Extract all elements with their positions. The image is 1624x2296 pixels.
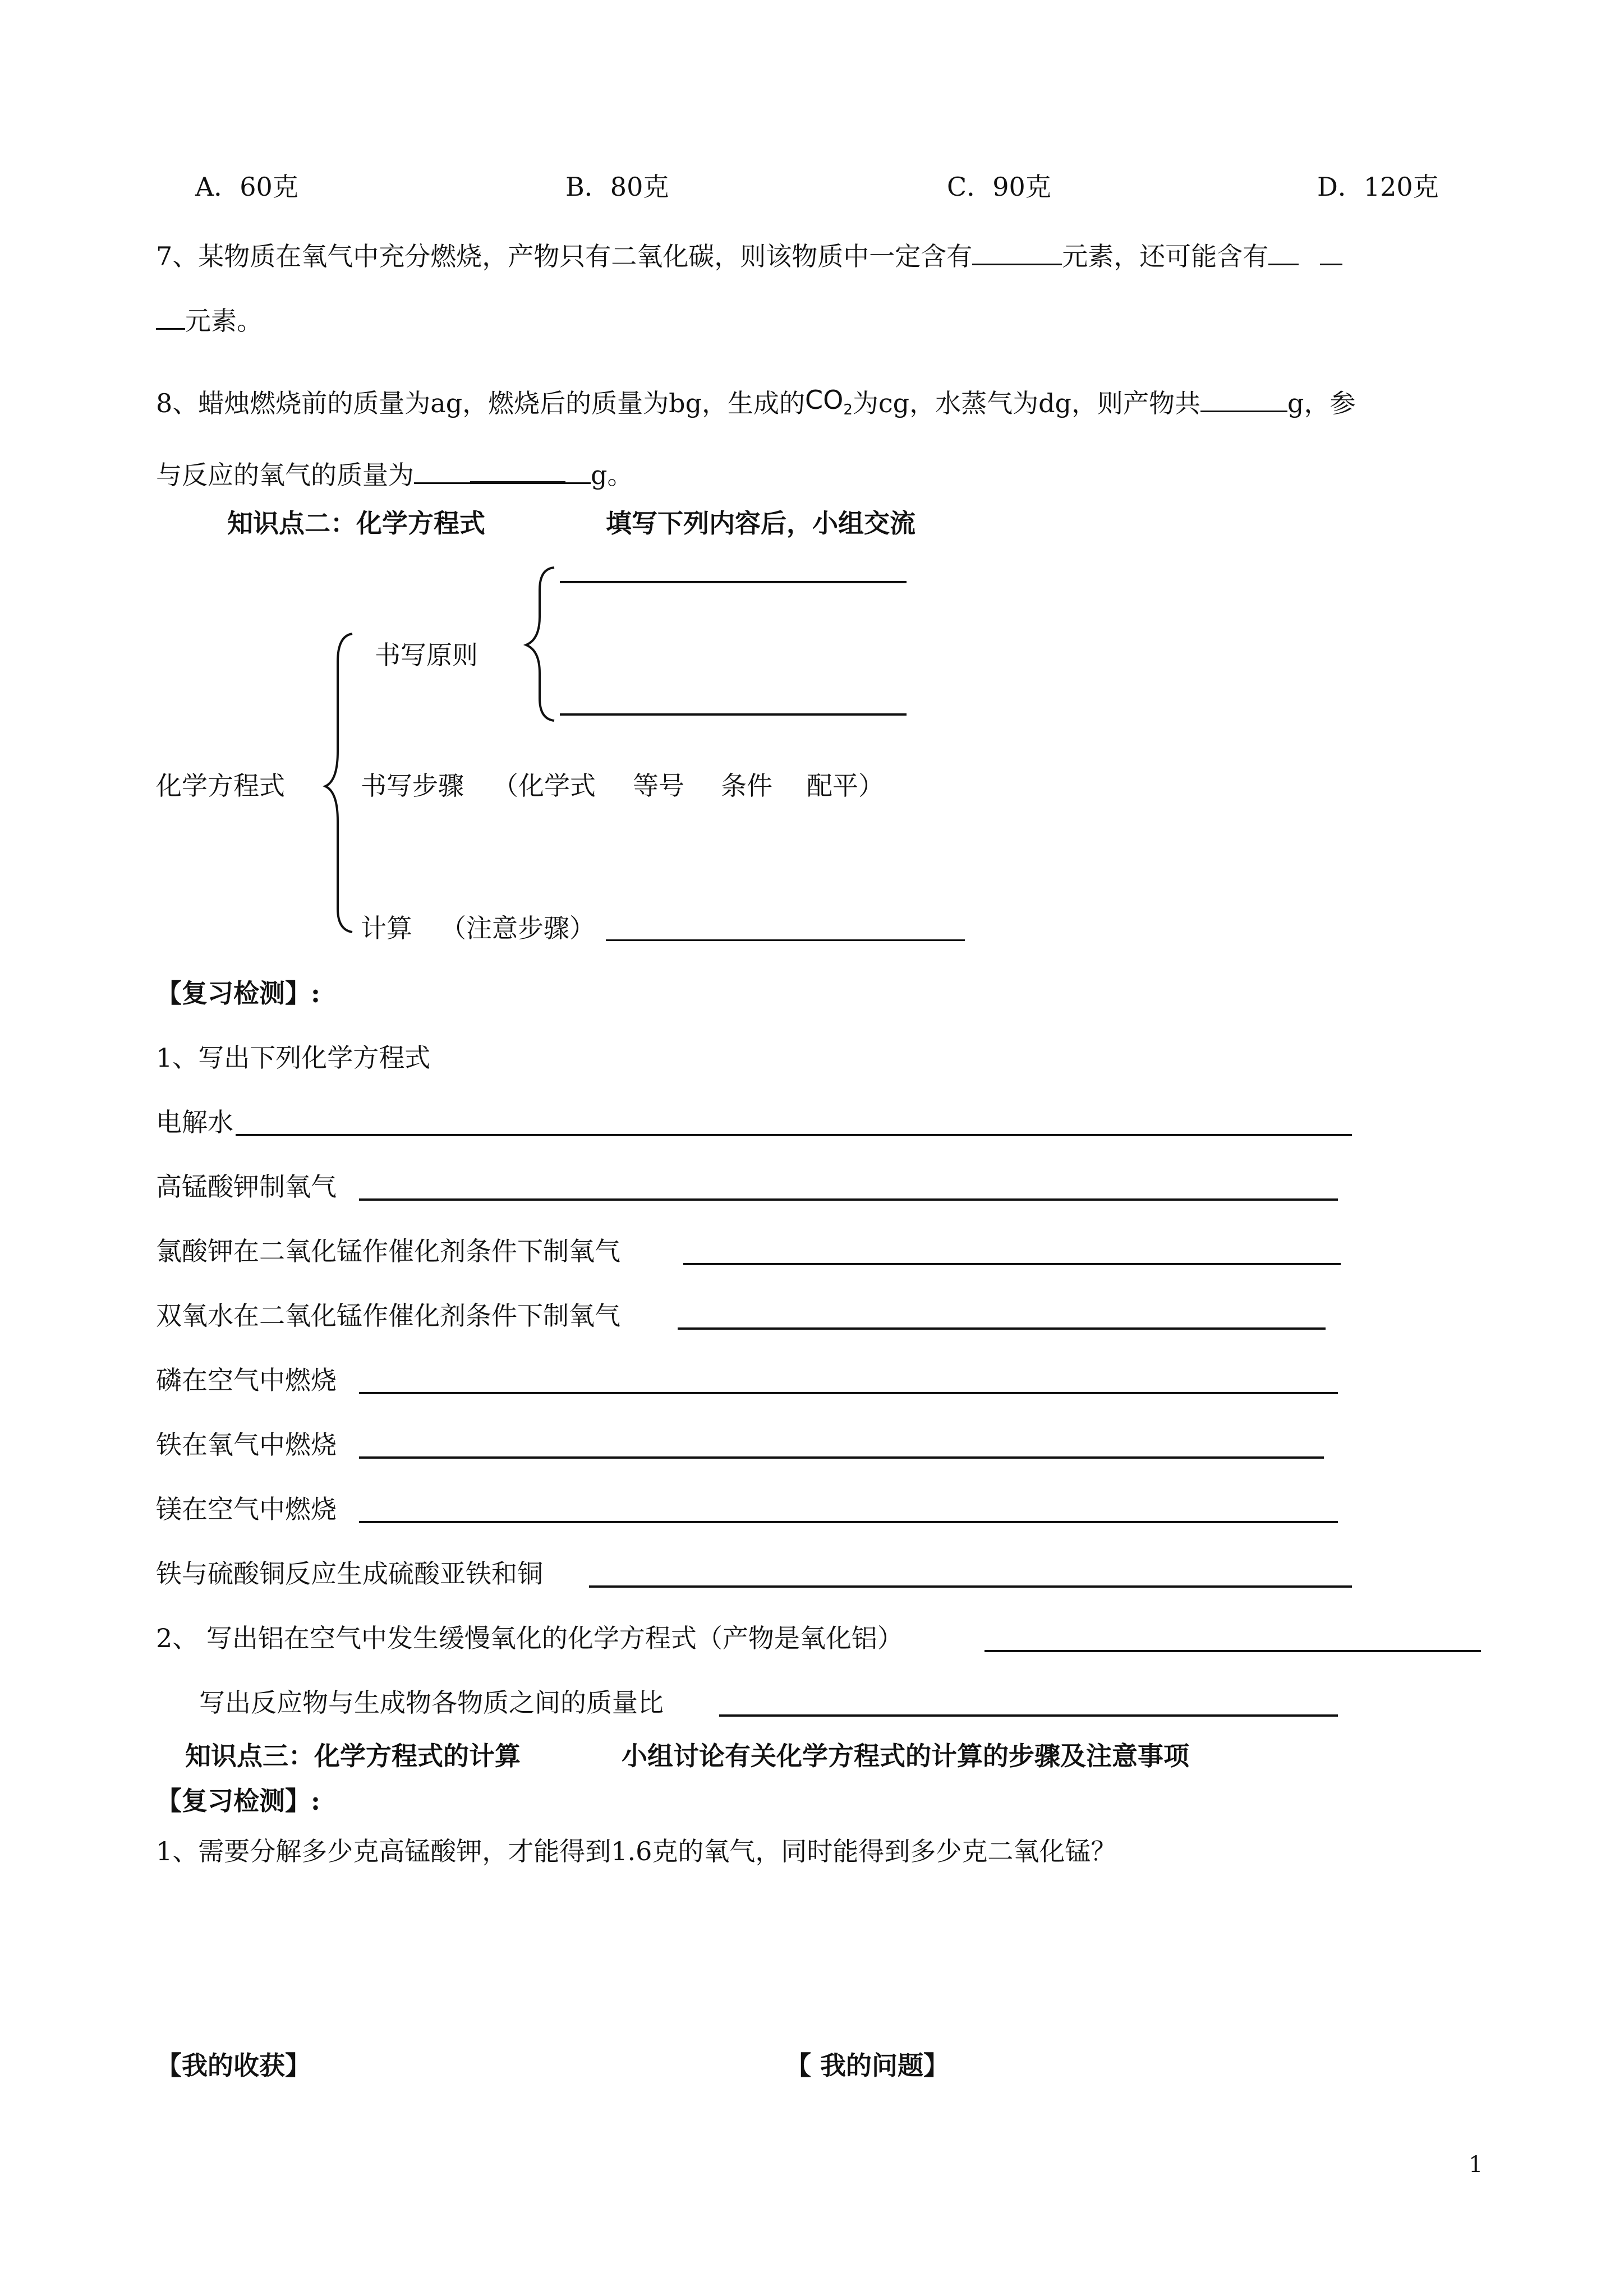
section-3-title: 知识点三：化学方程式的计算 (185, 1741, 521, 1771)
my-questions-heading: 【 我的问题】 (785, 2050, 950, 2081)
review-2-title: 【复习检测】: (156, 1786, 320, 1816)
question-7-line2: 元素。 (156, 306, 263, 334)
equation-answer-line[interactable] (589, 1585, 1352, 1588)
equation-prompt: 电解水 (156, 1107, 233, 1137)
equation-answer-line[interactable] (683, 1263, 1341, 1265)
equation-prompt: 氯酸钾在二氧化锰作催化剂条件下制氧气 (156, 1236, 620, 1266)
outer-brace (325, 634, 352, 932)
review-1-title: 【复习检测】: (156, 978, 320, 1008)
question-8-line2: 与反应的氧气的质量为 g。 (156, 460, 633, 490)
equation-prompt: 高锰酸钾制氧气 (156, 1172, 337, 1202)
option-d: D．120克 (1317, 172, 1439, 202)
steps-item-1: （化学式 (493, 771, 596, 801)
review-2-q1: 1、需要分解多少克高锰酸钾，才能得到1.6克的氧气，同时能得到多少克二氧化锰？ (156, 1836, 1117, 1866)
steps-item-4: 配平） (807, 771, 884, 801)
equation-prompt: 镁在空气中燃烧 (156, 1494, 337, 1524)
brace-diagram (0, 0, 1624, 953)
equation-prompt: 铁与硫酸铜反应生成硫酸亚铁和铜 (156, 1559, 543, 1589)
my-gains-heading: 【我的收获】 (156, 2050, 311, 2081)
equation-answer-line[interactable] (359, 1521, 1338, 1523)
section-2-instruction: 填写下列内容后，小组交流 (606, 508, 915, 538)
equation-answer-line[interactable] (359, 1392, 1338, 1394)
section-2-title: 知识点二：化学方程式 (227, 508, 485, 538)
principles-label: 书写原则 (375, 640, 478, 670)
question-7-line1: 7、某物质在氧气中充分燃烧，产物只有二氧化碳，则该物质中一定含有 元素，还可能含有 (156, 241, 1342, 269)
option-c: C．90克 (947, 172, 1051, 202)
equation-answer-line[interactable] (236, 1134, 1352, 1136)
equation-prompt: 铁在氧气中燃烧 (156, 1430, 337, 1460)
equation-answer-line[interactable] (359, 1456, 1324, 1459)
principle-blank-1[interactable] (560, 581, 907, 583)
co2-formula: $CO_2$ (805, 385, 853, 419)
equation-answer-line[interactable] (359, 1198, 1338, 1201)
answer-line[interactable] (984, 1650, 1481, 1652)
question-8-line1: 8、蜡烛燃烧前的质量为ag，燃烧后的质量为bg，生成的$CO_2$为cg，水蒸气为dg，则产物共 g，参 (156, 385, 1356, 419)
option-b: B．80克 (565, 172, 669, 202)
calc-label: 计算 (361, 913, 412, 943)
equation-prompt: 磷在空气中燃烧 (156, 1365, 337, 1395)
steps-item-3: 条件 (721, 771, 772, 801)
principle-blank-2[interactable] (560, 713, 907, 716)
answer-line[interactable] (719, 1714, 1338, 1717)
equation-prompt: 双氧水在二氧化锰作催化剂条件下制氧气 (156, 1301, 620, 1331)
review-1-q2-sub: 写出反应物与生成物各物质之间的质量比 (199, 1688, 664, 1718)
steps-item-2: 等号 (633, 771, 684, 801)
steps-label: 书写步骤 (361, 771, 464, 801)
equation-answer-line[interactable] (678, 1327, 1326, 1330)
section-3-instruction: 小组讨论有关化学方程式的计算的步骤及注意事项 (622, 1741, 1189, 1771)
option-a: A．60克 (195, 172, 298, 202)
calc-note: （注意步骤） (440, 913, 595, 943)
page-number: 1 (1469, 2152, 1483, 2178)
diagram-root-label: 化学方程式 (156, 771, 285, 801)
calc-blank[interactable] (606, 939, 965, 941)
review-1-q1: 1、写出下列化学方程式 (156, 1043, 431, 1073)
inner-brace (526, 568, 554, 721)
review-1-q2: 2、 写出铝在空气中发生缓慢氧化的化学方程式（产物是氧化铝） (156, 1623, 903, 1653)
